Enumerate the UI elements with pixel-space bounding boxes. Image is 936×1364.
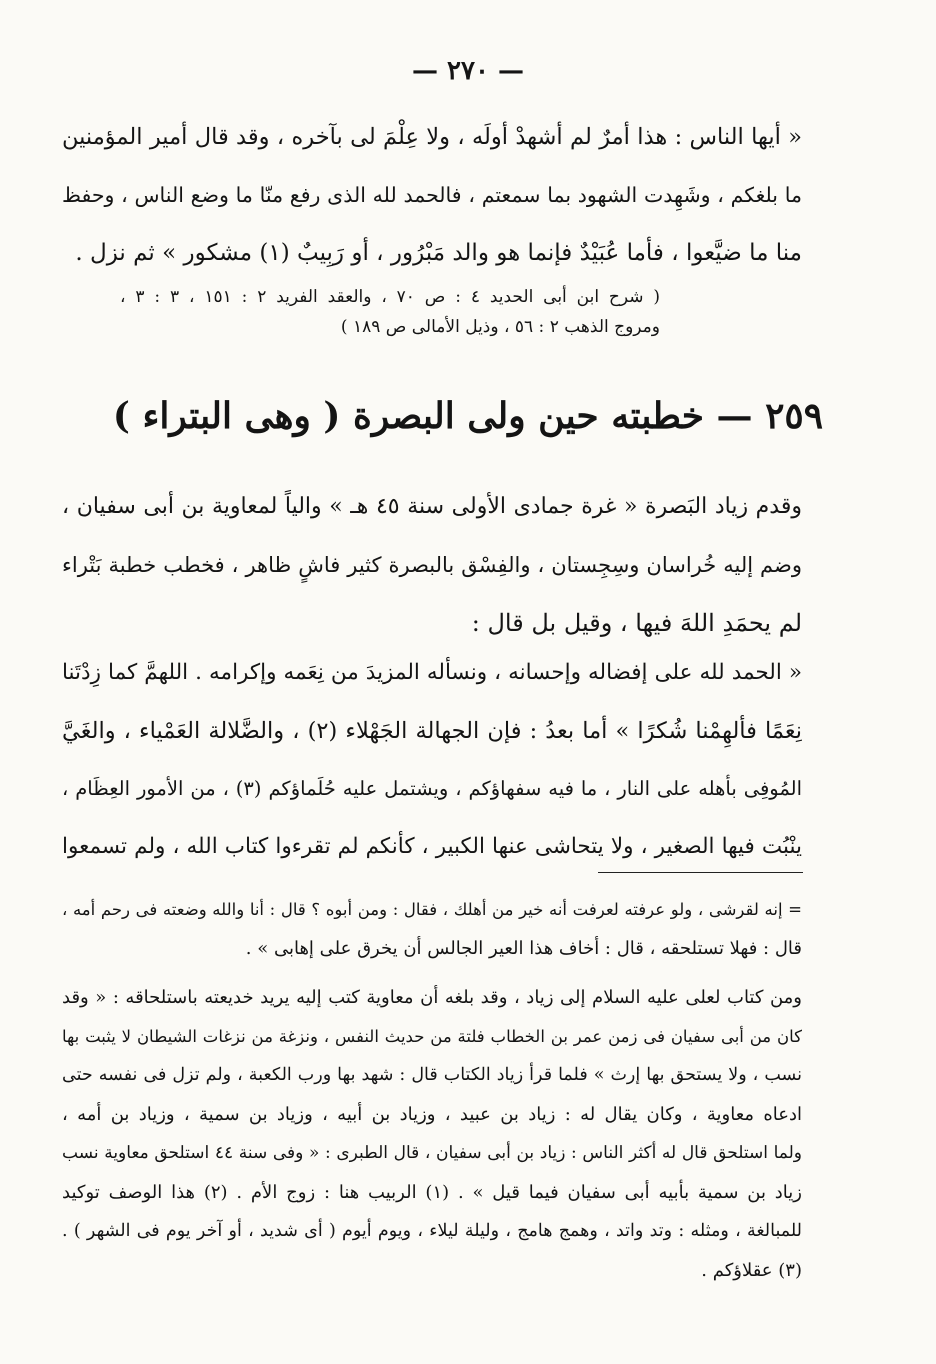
paragraph-sermon [62,644,802,876]
text-line: لم يحمَدِ اللهَ فيها ، وقيل بل قال : [471,609,802,637]
footnote-line: زياد بن سمية بأبيه أبى سفيان فيما قيل » . (١) الربيب هنا : زوج الأم . (٢) هذا الوصف توكيد [62,1182,802,1203]
text-line: نِعَمًا فألهِمْنا شُكرًا » أما بعدُ : فإن الجهالة الجَهْلاء (٢) ، والضَّلالة العَمْياء ، والغَيَّ [62,718,802,744]
footnote-line: قال : فهلا تستلحقه ، قال : أخاف هذا العير الجالس أن يخرق على إهابى » . [245,938,802,959]
text-line: ينْبُت فيها الصغير ، ولا يتحاشى عنها الكبير ، كأنكم لم تقرءوا كتاب الله ، ولم تسمعوا [62,834,802,859]
text-line: منا ما ضيَّعوا ، فأما عُبَيْدٌ فإنما هو والد مَبْرُور ، أو رَبِيبٌ (١) مشكور » ثم نزل . [75,240,802,266]
citation-line: ( شرح ابن أبى الحديد ٤ : ص ٧٠ ، والعقد الفريد ٢ : ١٥١ ، ٣ : ٣ ، [120,287,660,307]
footnote-line: ادعاه معاوية ، وكان يقال له : زياد بن عبيد ، وزياد بن أبيه ، وزياد بن سمية ، وزياد بن أمه ، [62,1104,802,1125]
footnote-line: ومن كتاب لعلى عليه السلام إلى زياد ، وقد بلغه أن معاوية كتب إليه يريد خديعته باستلحاقه : « وقد [62,987,802,1008]
citation-line: ومروج الذهب ٢ : ٥٦ ، وذيل الأمالى ص ١٨٩ ) [340,317,660,337]
source-citation [120,282,660,342]
footnote-line: = إنه لقرشى ، ولو عرفته لعرفت أنه خير من أهلك ، فقال : ومن أبوه ؟ قال : أنا والله وضعته فى رحم أمه ، [62,900,802,919]
section-heading: ٢٥٩ — خطبته حين ولى البصرة ( وهى البتراء ) [112,395,824,437]
footnote-line: ولما استلحق قال له أكثر الناس : زياد بن أبى سفيان ، قال الطبرى : « وفى سنة ٤٤ استلحق معاوية نسب [62,1143,802,1163]
paragraph-speech-end [62,108,802,282]
footnotes [62,978,802,1290]
footnote-line: (٣) عقلاؤكم . [701,1260,802,1281]
footnotes-continued [62,890,802,968]
page-number: — ٢٧٠ — [411,56,525,86]
footnote-line: كان من أبى سفيان فى زمن عمر بن الخطاب فلتة من حديث النفس ، ونزغة من نزغات الشيطان لا يثبت بها [62,1027,802,1046]
text-line: المُوفِى بأهله على النار ، ما فيه سفهاؤكم ، ويشتمل عليه حُلَماؤكم (٣) ، من الأمور العِظَام ، [62,777,802,800]
text-line: وقدم زياد البَصرة « غرة جمادى الأولى سنة ٤٥ هـ » والياً لمعاوية بن أبى سفيان ، [62,494,802,519]
text-line: « الحمد لله على إفضاله وإحسانه ، ونسأله المزيدَ من نِعَمه وإكرامه . اللهمَّ كما زِدْتَنا [62,660,802,685]
footnote-line: للمبالغة ، ومثله : وتد واتد ، وهمج هامج ، وليلة ليلاء ، ويوم أيوم ( أى شديد ، أو آخر يوم فى الشهر ) . [62,1221,802,1241]
text-line: ما بلغكم ، وشَهِدت الشهود بما سمعتم ، فالحمد لله الذى رفع منّا ما وضع الناس ، وحفظ [62,183,802,207]
footnote-divider [598,872,803,873]
paragraph-intro [62,478,802,652]
text-line: وضم إليه خُراسان وسِجِستان ، والفِسْق بالبصرة كثير فاشٍ ظاهر ، فخطب خطبة بَتْراء [62,553,802,577]
footnote-line: نسب ، ولا يستحق بها إرث » فلما قرأ زياد الكتاب قال : شهد بها ورب الكعبة ، ولم تزل فى نفسه حتى [62,1065,802,1085]
text-line: « أيها الناس : هذا أمرٌ لم أشهدْ أولَه ، ولا عِلْمَ لى بآخره ، وقد قال أمير المؤمنين [62,124,802,150]
